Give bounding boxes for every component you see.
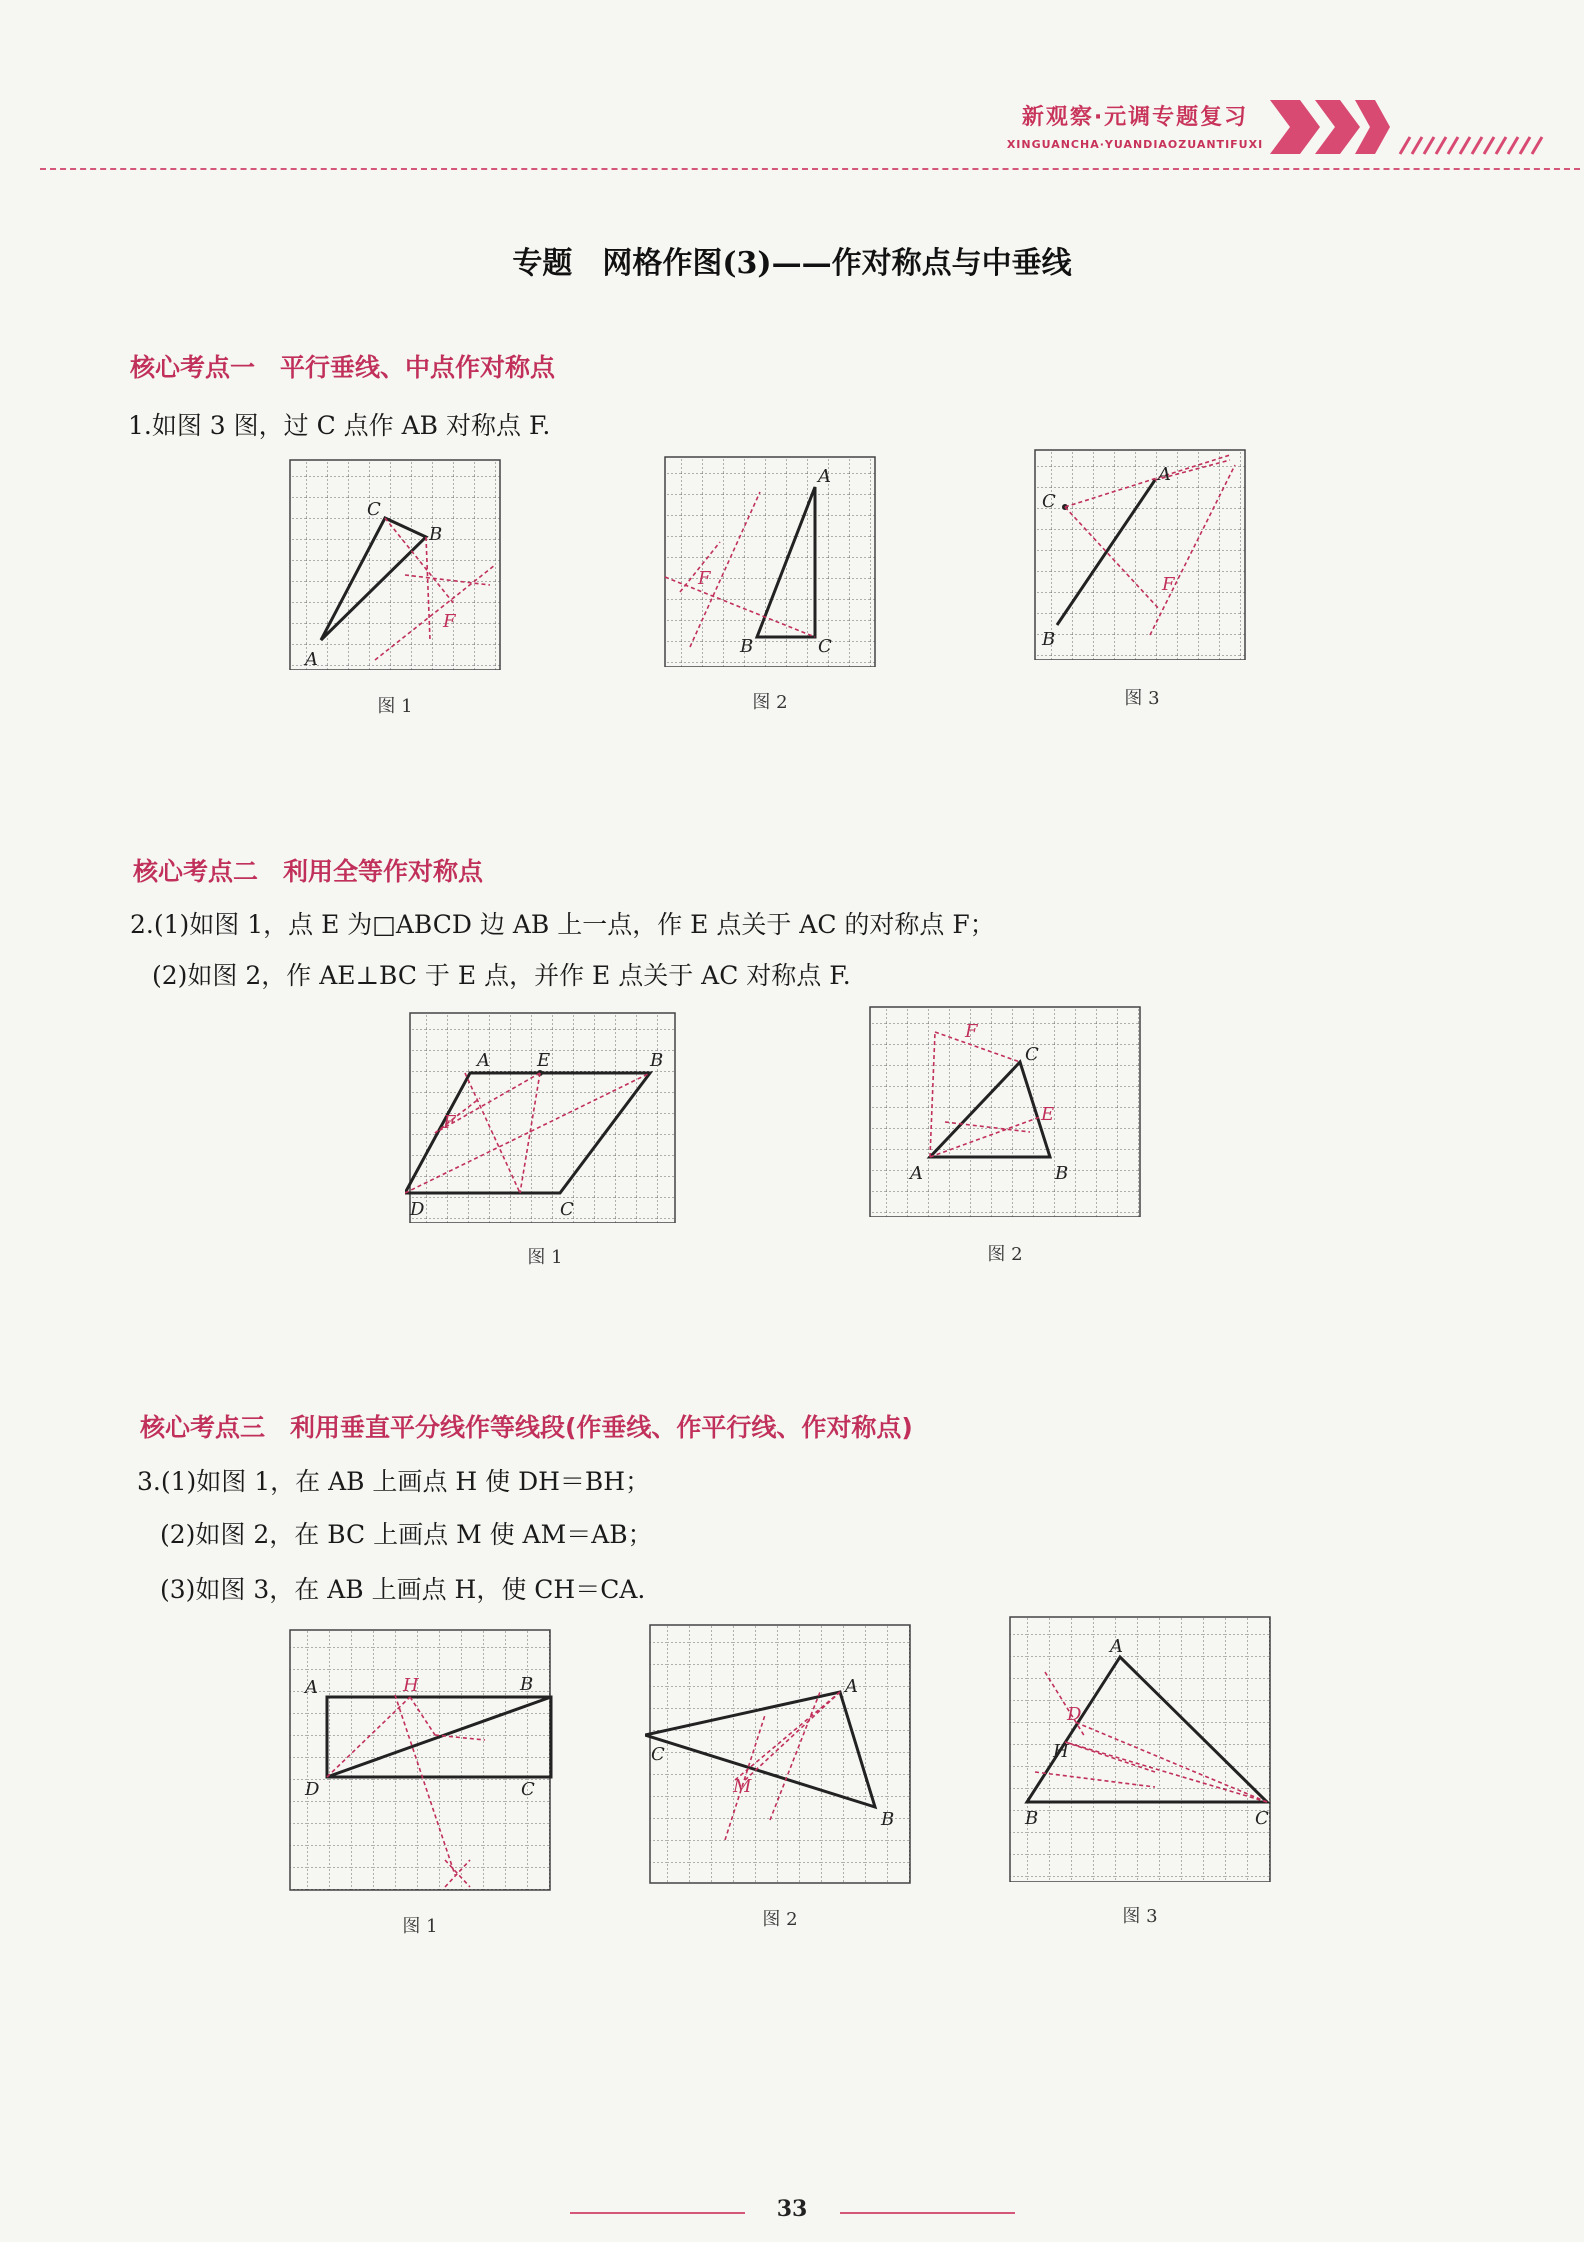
figure-1-1-label-a: A: [305, 649, 318, 670]
figure-2-2-label-f: F: [965, 1021, 978, 1042]
page-number-rule-right: [840, 2212, 1015, 2214]
figure-2-1-label-c: C: [560, 1199, 574, 1220]
section-heading-2: 核心考点二 利用全等作对称点: [133, 857, 484, 886]
figure-3-3: [1005, 1612, 1275, 1882]
figure-3-2-caption: 图 2: [762, 1909, 798, 1930]
figure-3-3-label-a: A: [1110, 1636, 1123, 1657]
section-heading-1: 核心考点一 平行垂线、中点作对称点: [130, 353, 556, 382]
figure-2-1-caption: 图 1: [527, 1247, 563, 1268]
figure-3-2-label-m: M: [733, 1776, 752, 1797]
figure-1-1: [285, 455, 505, 670]
figure-2-2-label-a: A: [910, 1163, 923, 1184]
figure-3-2-label-a: A: [845, 1676, 858, 1697]
page-number: 33: [776, 2196, 808, 2222]
page-number-rule-left: [570, 2212, 745, 2214]
figure-1-1-label-b: B: [429, 524, 443, 545]
figure-3-1-label-a: A: [305, 1677, 318, 1698]
figure-1-2-label-a: A: [818, 466, 831, 487]
figure-2-2-label-b: B: [1055, 1163, 1069, 1184]
figure-2-2-caption: 图 2: [987, 1244, 1023, 1265]
header-subtitle: XINGUANCHA·YUANDIAOZUANTIFUXI: [1006, 138, 1264, 151]
question-3-3: (3)如图 3，在 AB 上画点 H，使 CH＝CA.: [160, 1575, 646, 1604]
figure-1-1-label-f: F: [443, 611, 456, 632]
figure-3-3-caption: 图 3: [1122, 1906, 1158, 1927]
question-2-2: (2)如图 2，作 AE⊥BC 于 E 点，并作 E 点关于 AC 对称点 F.: [152, 961, 851, 990]
question-3-2: (2)如图 2，在 BC 上画点 M 使 AM＝AB；: [160, 1520, 653, 1549]
figure-2-2-label-e: E: [1041, 1104, 1055, 1125]
figure-1-2-label-c: C: [818, 636, 832, 657]
header-divider: [40, 168, 1580, 170]
figure-3-1-caption: 图 1: [402, 1916, 438, 1937]
question-1: 1.如图 3 图，过 C 点作 AB 对称点 F.: [128, 411, 551, 440]
figure-3-2-label-c: C: [651, 1744, 665, 1765]
header-arrows-icon: [1270, 92, 1570, 162]
figure-2-1-label-a: A: [477, 1050, 490, 1071]
header-title: 新观察·元调专题复习: [1021, 105, 1249, 130]
figure-3-1-label-h: H: [403, 1675, 419, 1696]
figure-3-3-label-b: B: [1025, 1808, 1039, 1829]
figure-3-1-label-b: B: [520, 1674, 534, 1695]
figure-2-1-label-f: F: [443, 1112, 456, 1133]
figure-3-1-label-d: D: [305, 1779, 320, 1800]
figure-2-2: [865, 1002, 1145, 1217]
figure-1-2-label-f: F: [698, 568, 711, 589]
figure-3-1-label-c: C: [521, 1779, 535, 1800]
figure-2-1-label-e: E: [537, 1050, 551, 1071]
figure-3-1: [285, 1625, 555, 1895]
figure-3-2: [645, 1620, 915, 1885]
figure-1-3: [1030, 445, 1250, 660]
figure-1-1-label-c: C: [367, 499, 381, 520]
question-2-1: 2.(1)如图 1，点 E 为□ABCD 边 AB 上一点，作 E 点关于 AC 的对称点 F；: [130, 910, 995, 939]
figure-3-3-label-d: D: [1067, 1704, 1082, 1725]
figure-2-1: [405, 1008, 680, 1223]
figure-1-3-label-c: C: [1042, 491, 1056, 512]
figure-2-2-label-c: C: [1025, 1044, 1039, 1065]
figure-1-3-caption: 图 3: [1124, 688, 1160, 709]
figure-2-1-label-b: B: [650, 1050, 664, 1071]
figure-1-3-label-f: F: [1162, 574, 1175, 595]
figure-2-1-label-d: D: [410, 1199, 425, 1220]
question-3-1: 3.(1)如图 1，在 AB 上画点 H 使 DH＝BH；: [137, 1467, 651, 1496]
page-title: 专题 网格作图(3)——作对称点与中垂线: [512, 246, 1072, 281]
figure-1-2: [660, 452, 880, 667]
figure-1-2-caption: 图 2: [752, 692, 788, 713]
figure-3-2-label-b: B: [881, 1809, 895, 1830]
figure-1-1-caption: 图 1: [377, 696, 413, 717]
figure-3-3-label-c: C: [1255, 1808, 1269, 1829]
figure-1-2-label-b: B: [740, 636, 754, 657]
figure-1-3-label-a: A: [1158, 464, 1171, 485]
section-heading-3: 核心考点三 利用垂直平分线作等线段(作垂线、作平行线、作对称点): [140, 1413, 913, 1442]
figure-1-3-label-b: B: [1042, 629, 1056, 650]
figure-3-3-label-h: H: [1053, 1741, 1069, 1762]
